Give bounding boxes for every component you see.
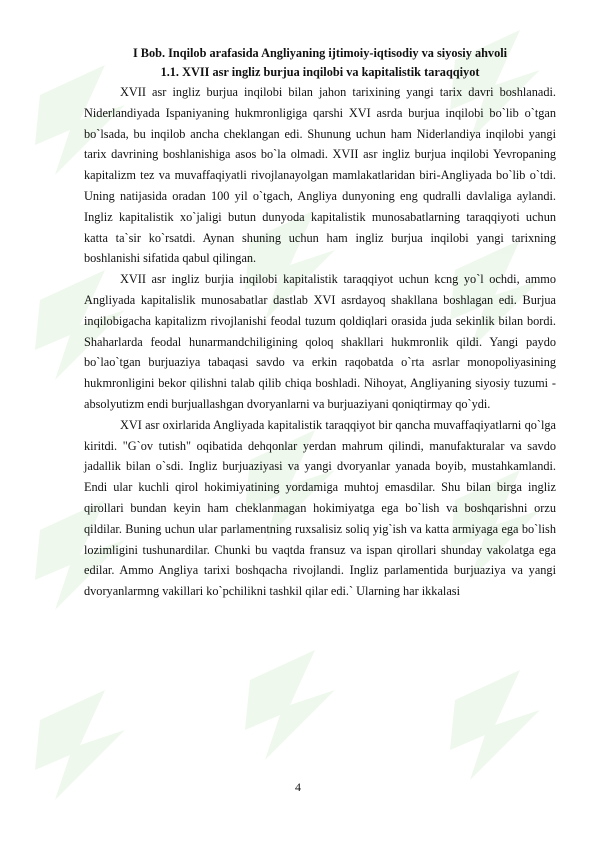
paragraph-3: XVI asr oxirlarida Angliyada kapitalistik taraqqiyot bir qancha muvaffaqiyatlarni qo`lga kiritdi. "G`ov tutish" oqibatida dehqonlar yerdan mahrum qilindi, manufakturalar va savdo jadallik bilan o`sdi. Ingliz burjuaziyasi va yangi dvoryanlar yanada boyib, mustahkamlandi. Endi ular kuchli qirol hokimiyatining yordamiga muhtoj emasdilar. Shu bilan birga ingliz qirollari bundan keyin ham cheklanmagan hokimiyatga ega bo`lish va boshqarishni orzu qildilar. Buning uchun ular parlamentning ruxsalisiz soliq yig`ish va katta armiyaga ega bo`lish lozimligini tushunardilar. Chunki bu vaqtda fransuz va ispan qirollari shunday vakolatga ega edilar. Ammo Angliya tarixi boshqacha rivojlandi. Ingliz parlamentida burjuaziya va yangi dvoryanlarmng vakillari ko`pchilikni tashkil qilar edi.` Ularning har ikkalasi — [84, 417, 556, 599]
page-number: 4 — [295, 780, 301, 794]
chapter-title: I Bob. Inqilob arafasida Angliyaning ijtimoiy-iqtisodiy va siyosiy ahvoli — [132, 46, 508, 60]
section-title: 1.1. XVII asr ingliz burjua inqilobi va kapitalistik taraqqiyot — [160, 65, 480, 79]
paragraph-1: XVII asr ingliz burjua inqilobi bilan jahon tarixining yangi tarix davri boshlanadi. Niderlandiyada Ispaniyaning hukmronligiga qarshi XVI asrda burjua inqilobi bo`lib o`tgan bo`lsada, bu inqilob ancha cheklangan edi. Shunung uchun ham Niderlandiya inqilobi yangi tarix davrining boshlanishiga asos bo`la olmadi. XVII asr ingliz burjua inqilobi Yevropaning kapitalizm tez va muvaffaqiyatli rivojlanayolgan mamlakatlaridan biri-Angliyada bo`lib o`tdi. Uning natijasida oradan 100 yil o`tgach, Angliya dunyoning eng qudralli davlaliga aylandi. Ingliz kapitalistik xo`jaligi butun dunyoda kapitalistik munosabatlarning taraqqiyoti uchun katta ta`sir ko`rsatdi. Aynan shuning uchun ham ingliz burjua inqilobi yangi tarixning boshlanishi sifatida qabul qilingan. — [84, 85, 556, 266]
page-content — [84, 44, 556, 602]
paragraph-2: XVII asr ingliz burjia inqilobi kapitalistik taraqqiyot uchun kcng yo`l ochdi, ammo Angliyada kapitalislik munosabatlar dastlab XVI asrdayoq shakllana boshlagan edi. Burjua inqilobigacha kapitalizm rivojlanishi feodal tuzum qoldiqlari orasida juda sekinlik bilan bordi. Shaharlarda feodal hunarmandchiligining qoloq shakllari hukmronlik qildi. Yangi paydo bo`lao`tgan burjuaziya tabaqasi savdo va erkin raqobatda o`rta asrlar monopoliyasining hukmronligini bekor qilishni talab qilib chiqa boshladi. Nihoyat, Angliyaning siyosiy tuzumi - absolyutizm endi burjuallashgan dvoryanlarni va burjuaziyani qoniqtirmay qo`ydi. — [84, 272, 556, 411]
